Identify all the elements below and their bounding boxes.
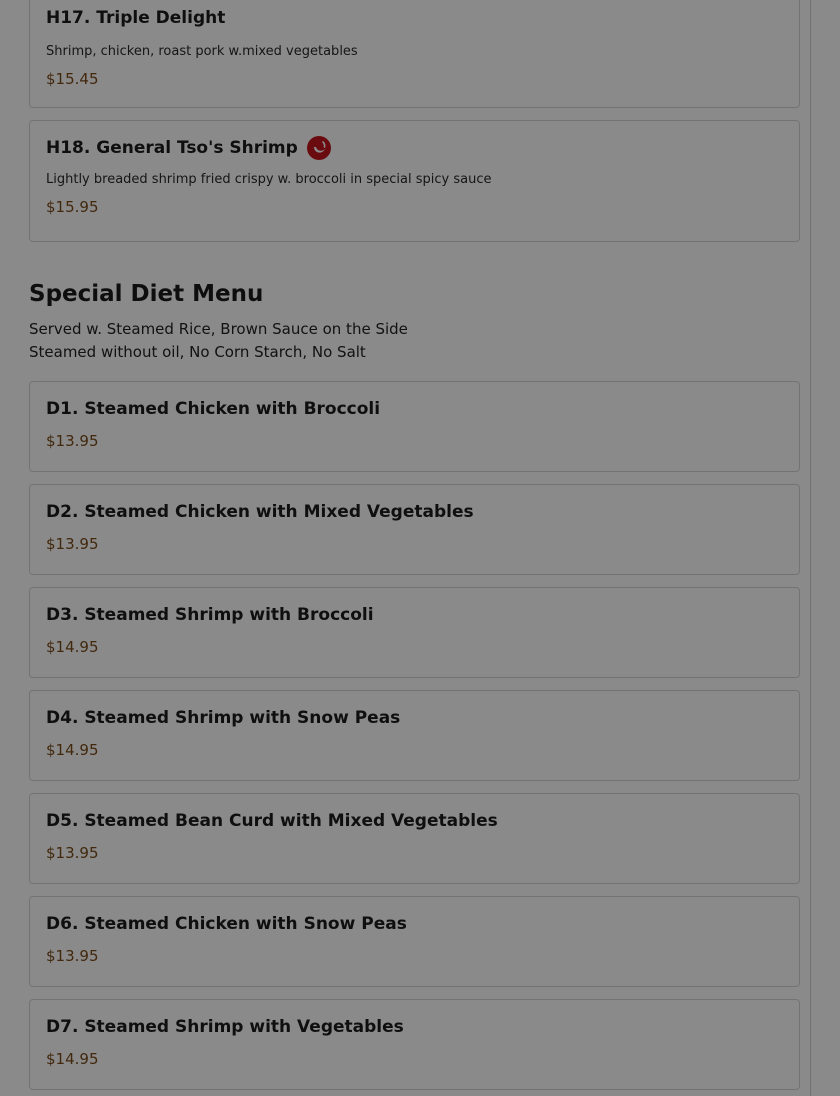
menu-item-title: D7. Steamed Shrimp with Vegetables <box>46 1017 404 1037</box>
menu-item-price: $13.95 <box>46 844 99 862</box>
menu-item-description: Shrimp, chicken, roast pork w.mixed vegetables <box>46 44 358 59</box>
menu-item-price: $14.95 <box>46 741 99 759</box>
menu-item-price: $15.45 <box>46 70 99 88</box>
menu-item-title: H17. Triple Delight <box>46 8 226 28</box>
menu-item-price: $13.95 <box>46 432 99 450</box>
menu-item-price: $13.95 <box>46 535 99 553</box>
section-title: Special Diet Menu <box>29 281 264 307</box>
menu-item-title: D6. Steamed Chicken with Snow Peas <box>46 914 407 934</box>
menu-item-title: D2. Steamed Chicken with Mixed Vegetables <box>46 502 474 522</box>
menu-item-title: H18. General Tso's Shrimp <box>46 138 298 158</box>
section-note-line1: Served w. Steamed Rice, Brown Sauce on the Side <box>29 320 408 338</box>
section-note-line2: Steamed without oil, No Corn Starch, No Salt <box>29 343 366 361</box>
menu-item-title: D3. Steamed Shrimp with Broccoli <box>46 605 374 625</box>
menu-item-price: $14.95 <box>46 1050 99 1068</box>
menu-item-description: Lightly breaded shrimp fried crispy w. broccoli in special spicy sauce <box>46 172 492 187</box>
menu-item-title: D5. Steamed Bean Curd with Mixed Vegetables <box>46 811 498 831</box>
menu-item-price: $13.95 <box>46 947 99 965</box>
menu-item-price: $14.95 <box>46 638 99 656</box>
menu-item-title: D1. Steamed Chicken with Broccoli <box>46 399 381 419</box>
menu-item-title: D4. Steamed Shrimp with Snow Peas <box>46 708 401 728</box>
menu-item-price: $15.95 <box>46 198 99 216</box>
